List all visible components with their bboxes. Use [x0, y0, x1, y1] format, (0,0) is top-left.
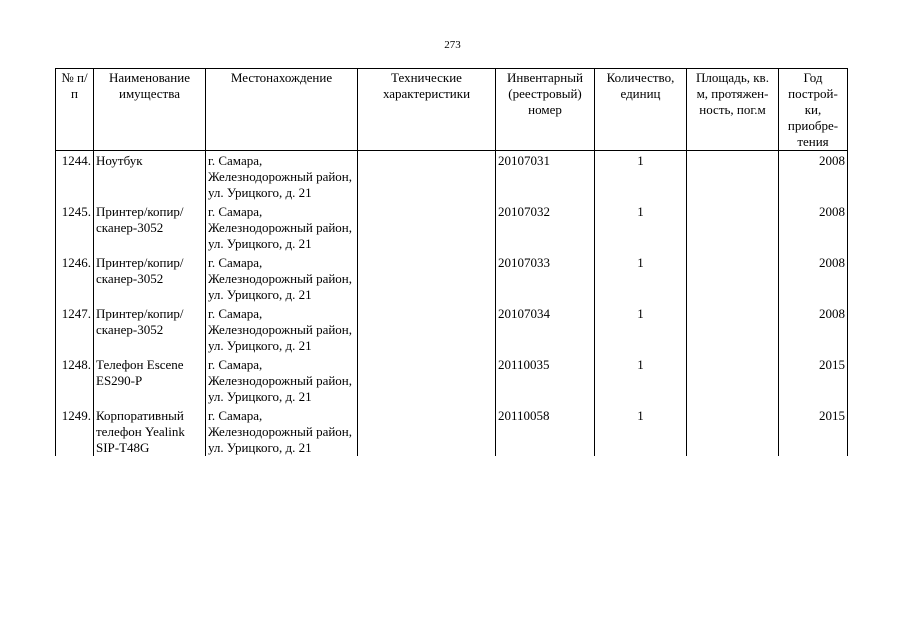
table-row	[56, 405, 848, 456]
item-location: г. Самара, Железнодорожный район, ул. Урицкого, д. 21	[206, 151, 358, 202]
item-tech	[358, 151, 496, 202]
item-area	[687, 201, 779, 252]
row-number: 1249.	[56, 405, 94, 456]
item-inventory-number: 20107031	[496, 151, 595, 202]
item-year: 2008	[779, 252, 848, 303]
item-inventory-number: 20107033	[496, 252, 595, 303]
item-quantity: 1	[595, 303, 687, 354]
item-area	[687, 151, 779, 202]
row-number: 1247.	[56, 303, 94, 354]
item-year: 2008	[779, 303, 848, 354]
item-year: 2015	[779, 405, 848, 456]
item-quantity: 1	[595, 252, 687, 303]
item-quantity: 1	[595, 201, 687, 252]
item-location: г. Самара, Железнодорожный район, ул. Урицкого, д. 21	[206, 405, 358, 456]
item-name: Ноутбук	[94, 151, 206, 202]
header-year: Год построй-ки, приобре-тения	[779, 69, 848, 151]
item-tech	[358, 201, 496, 252]
item-year: 2015	[779, 354, 848, 405]
item-quantity: 1	[595, 354, 687, 405]
item-tech	[358, 405, 496, 456]
table-row	[56, 151, 848, 202]
item-name: Принтер/копир/ сканер-3052	[94, 201, 206, 252]
header-inventory: Инвентарный (реестровый) номер	[496, 69, 595, 151]
header-location: Местонахождение	[206, 69, 358, 151]
row-number: 1248.	[56, 354, 94, 405]
table-row	[56, 354, 848, 405]
row-number: 1244.	[56, 151, 94, 202]
item-quantity: 1	[595, 151, 687, 202]
header-quantity: Количество, единиц	[595, 69, 687, 151]
item-name: Принтер/копир/ сканер-3052	[94, 252, 206, 303]
item-quantity: 1	[595, 405, 687, 456]
item-inventory-number: 20107034	[496, 303, 595, 354]
item-year: 2008	[779, 201, 848, 252]
item-location: г. Самара, Железнодорожный район, ул. Урицкого, д. 21	[206, 354, 358, 405]
header-area: Площадь, кв. м, протяжен-ность, пог.м	[687, 69, 779, 151]
item-name: Принтер/копир/ сканер-3052	[94, 303, 206, 354]
item-tech	[358, 303, 496, 354]
row-number: 1246.	[56, 252, 94, 303]
page-number: 273	[444, 39, 461, 51]
property-registry-table	[55, 68, 848, 456]
item-inventory-number: 20110035	[496, 354, 595, 405]
item-area	[687, 252, 779, 303]
item-location: г. Самара, Железнодорожный район, ул. Урицкого, д. 21	[206, 252, 358, 303]
item-area	[687, 405, 779, 456]
header-name: Наименование имущества	[94, 69, 206, 151]
item-tech	[358, 252, 496, 303]
item-location: г. Самара, Железнодорожный район, ул. Урицкого, д. 21	[206, 201, 358, 252]
table-row	[56, 252, 848, 303]
row-number: 1245.	[56, 201, 94, 252]
item-area	[687, 354, 779, 405]
item-location: г. Самара, Железнодорожный район, ул. Урицкого, д. 21	[206, 303, 358, 354]
item-name: Корпоративный телефон Yealink SIP-T48G	[94, 405, 206, 456]
header-num: № п/п	[56, 69, 94, 151]
table-row	[56, 201, 848, 252]
item-tech	[358, 354, 496, 405]
item-year: 2008	[779, 151, 848, 202]
item-area	[687, 303, 779, 354]
item-inventory-number: 20107032	[496, 201, 595, 252]
table-header-row	[56, 69, 848, 151]
header-tech: Технические характеристики	[358, 69, 496, 151]
item-name: Телефон Escene ES290-P	[94, 354, 206, 405]
item-inventory-number: 20110058	[496, 405, 595, 456]
table-row	[56, 303, 848, 354]
